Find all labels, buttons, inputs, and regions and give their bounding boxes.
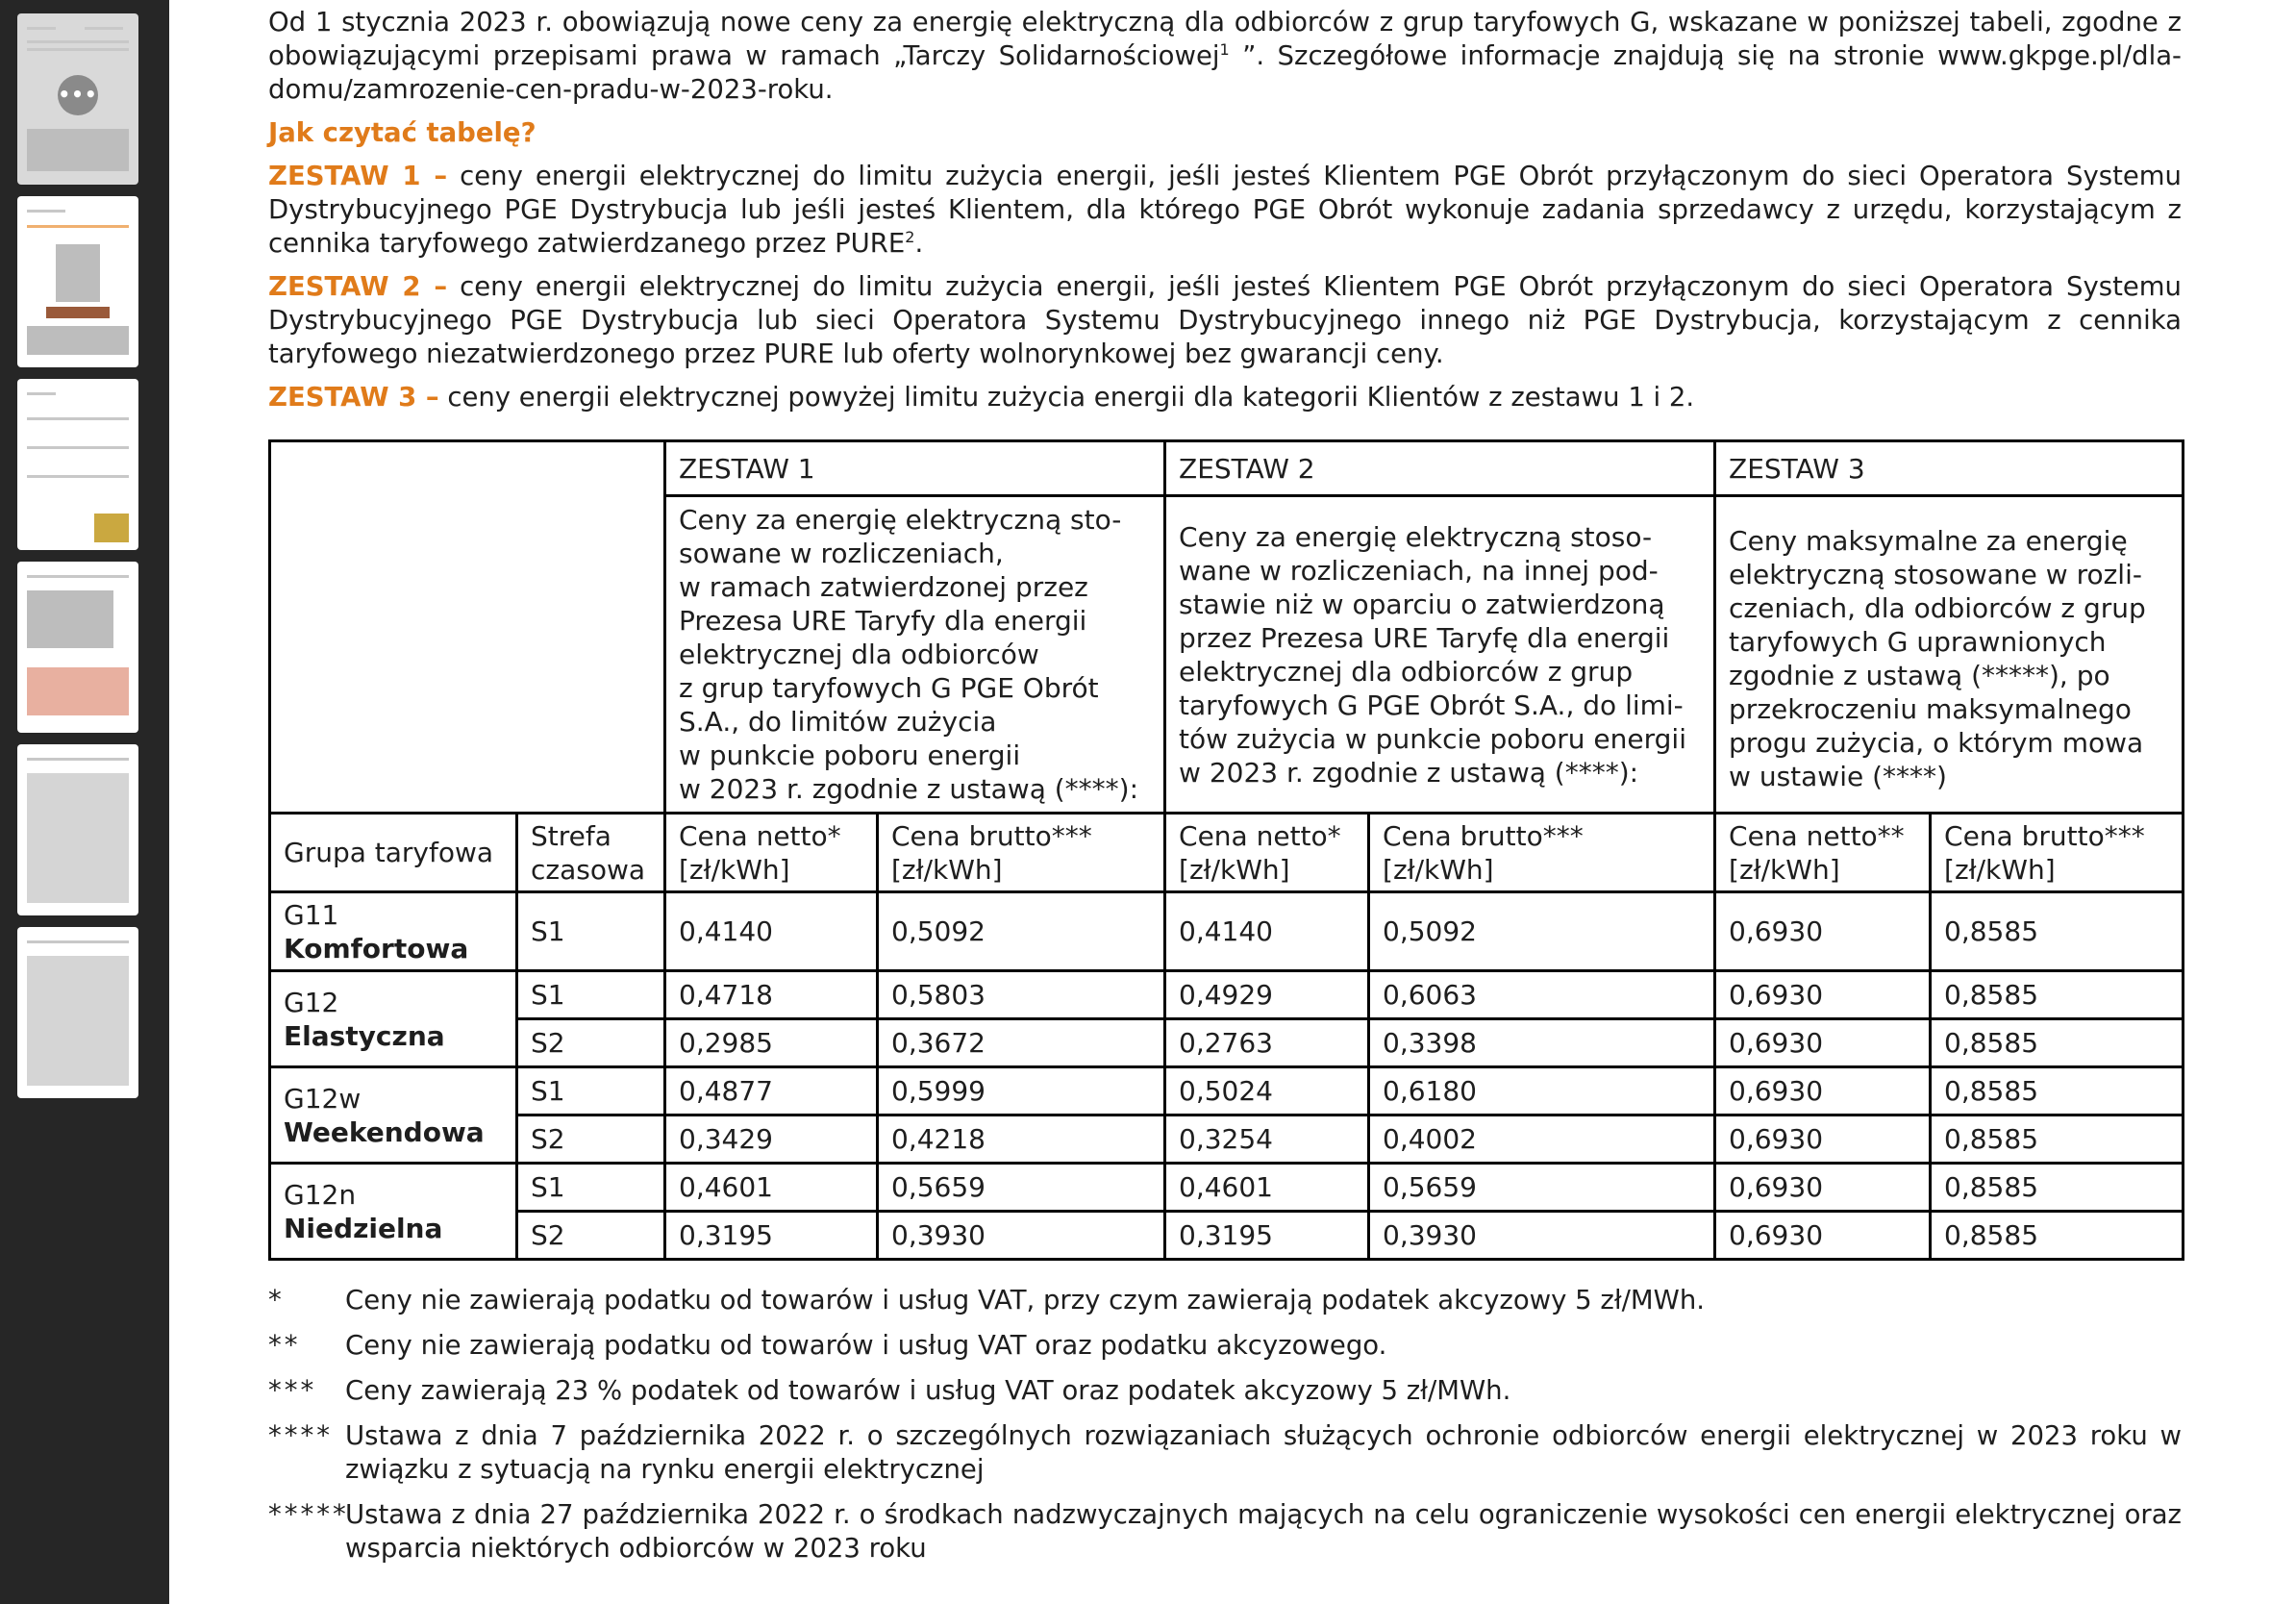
zestaw-1-gross-header: Cena brutto*** [zł/kWh] <box>878 814 1165 892</box>
price-cell: 0,4601 <box>1165 1164 1369 1212</box>
table-row <box>270 1212 2184 1260</box>
price-cell: 0,6930 <box>1715 971 1931 1019</box>
page-thumbnail-1[interactable] <box>17 13 138 185</box>
intro-paragraph: Od 1 stycznia 2023 r. obowiązują nowe ceny za energię elektryczną dla odbiorców z grup taryfowych G, wskazane w poniższej tabeli, zgodne z obowiązującymi przepisami prawa w ramach „Tarczy Solidarnościowej$^1$ ”. Szczegółowe informacje znajdują się na stronie www.gkpge.pl/dla-domu/zamrozenie-cen-pradu-w-2023-roku. <box>268 7 2182 105</box>
zestaw-1-header: ZESTAW 1 <box>665 441 1165 496</box>
zestaw-2-description: Ceny za energię elektryczną stoso- wane w rozliczeniach, na innej pod- stawie niż w oparciu o zatwierdzoną przez Prezesa URE Taryfę dla energii elektrycznej dla odbiorców z grup taryfowych G PGE Obrót S.A., do limi- tów zużycia w punkcie poboru energii w 2023 r. zgodnie z ustawą (****): <box>1165 496 1715 814</box>
time-zone-cell: S2 <box>517 1212 665 1260</box>
page-thumbnail-3[interactable] <box>17 379 138 550</box>
document-page <box>169 0 2296 1604</box>
table-row <box>270 971 2184 1019</box>
table-row <box>270 1019 2184 1067</box>
page-thumbnail-2[interactable] <box>17 196 138 367</box>
price-cell: 0,4218 <box>878 1115 1165 1164</box>
table-row <box>270 1115 2184 1164</box>
time-zone-cell: S2 <box>517 1019 665 1067</box>
footnote: ***** Ustawa z dnia 27 października 2022 r. o środkach nadzwyczajnych mających na celu ograniczenie wysokości cen energii elektrycznej oraz wsparcia niektórych odbiorców w 2023 roku <box>268 1499 2182 1564</box>
price-cell: 0,4877 <box>665 1067 878 1115</box>
footnote: * Ceny nie zawierają podatku od towarów i usług VAT, przy czym zawierają podatek akcyzowy 5 zł/MWh. <box>268 1285 1706 1316</box>
thumbnail-sidebar <box>0 0 169 1604</box>
price-cell: 0,3429 <box>665 1115 878 1164</box>
price-cell: 0,6930 <box>1715 1115 1931 1164</box>
table-row <box>270 1067 2184 1115</box>
zestaw-3-gross-header: Cena brutto*** [zł/kWh] <box>1931 814 2184 892</box>
page-thumbnail-4[interactable] <box>17 562 138 733</box>
time-zone-cell: S1 <box>517 892 665 971</box>
price-cell: 0,3254 <box>1165 1115 1369 1164</box>
tariff-group-cell: G12n Niedzielna <box>270 1164 517 1260</box>
price-cell: 0,5024 <box>1165 1067 1369 1115</box>
price-cell: 0,8585 <box>1931 1164 2184 1212</box>
price-cell: 0,5803 <box>878 971 1165 1019</box>
page-content <box>268 0 2182 1577</box>
price-cell: 0,3195 <box>665 1212 878 1260</box>
price-cell: 0,6180 <box>1369 1067 1715 1115</box>
time-zone-cell: S1 <box>517 1067 665 1115</box>
price-cell: 0,2985 <box>665 1019 878 1067</box>
zestaw-2-header: ZESTAW 2 <box>1165 441 1715 496</box>
price-cell: 0,5659 <box>878 1164 1165 1212</box>
price-cell: 0,4002 <box>1369 1115 1715 1164</box>
price-cell: 0,8585 <box>1931 1212 2184 1260</box>
price-table <box>268 439 2184 1261</box>
column-header-row <box>270 814 2184 892</box>
tariff-group-header: Grupa taryfowa <box>270 814 517 892</box>
set-header-row <box>270 441 2184 496</box>
footnote: *** Ceny zawierają 23 % podatek od towarów i usług VAT oraz podatek akcyzowy 5 zł/MWh. <box>268 1375 1511 1406</box>
zestaw-3-header: ZESTAW 3 <box>1715 441 2184 496</box>
footnote: **** Ustawa z dnia 7 października 2022 r. o szczególnych rozwiązaniach służących ochronie odbiorców energii elektrycznej w 2023 roku w związku z sytuacją na rynku energii elektrycznej <box>268 1420 2182 1485</box>
price-cell: 0,5092 <box>878 892 1165 971</box>
price-cell: 0,6930 <box>1715 1164 1931 1212</box>
price-cell: 0,8585 <box>1931 971 2184 1019</box>
price-table-body <box>270 892 2184 1260</box>
price-cell: 0,8585 <box>1931 1067 2184 1115</box>
page-thumbnail-6[interactable] <box>17 927 138 1098</box>
zestaw-1-net-header: Cena netto* [zł/kWh] <box>665 814 878 892</box>
time-zone-header: Strefa czasowa <box>517 814 665 892</box>
price-cell: 0,6930 <box>1715 1212 1931 1260</box>
zestaw-2-net-header: Cena netto* [zł/kWh] <box>1165 814 1369 892</box>
tariff-group-cell: G11 Komfortowa <box>270 892 517 971</box>
zestaw-2-gross-header: Cena brutto*** [zł/kWh] <box>1369 814 1715 892</box>
price-cell: 0,3672 <box>878 1019 1165 1067</box>
zestaw-1-description: Ceny za energię elektryczną sto- sowane w rozliczeniach, w ramach zatwierdzonej przez Prezesa URE Taryfy dla energii elektrycznej dla odbiorców z grup taryfowych G PGE Obrót S.A., do limitów zużycia w punkcie poboru energii w 2023 r. zgodnie z ustawą (****): <box>665 496 1165 814</box>
price-cell: 0,3930 <box>878 1212 1165 1260</box>
price-cell: 0,4140 <box>665 892 878 971</box>
empty-corner-cell <box>270 441 665 814</box>
price-cell: 0,8585 <box>1931 1115 2184 1164</box>
time-zone-cell: S1 <box>517 971 665 1019</box>
price-cell: 0,8585 <box>1931 892 2184 971</box>
footnote: ** Ceny nie zawierają podatku od towarów i usług VAT oraz podatku akcyzowego. <box>268 1330 1387 1361</box>
tariff-group-cell: G12w Weekendowa <box>270 1067 517 1164</box>
table-row <box>270 892 2184 971</box>
price-cell: 0,6930 <box>1715 1067 1931 1115</box>
price-cell: 0,5092 <box>1369 892 1715 971</box>
zestaw-3-paragraph: ZESTAW 3 – ceny energii elektrycznej powyżej limitu zużycia energii dla kategorii Klientów z zestawu 1 i 2. <box>268 382 1695 413</box>
price-cell: 0,6930 <box>1715 1019 1931 1067</box>
price-cell: 0,3398 <box>1369 1019 1715 1067</box>
price-cell: 0,4929 <box>1165 971 1369 1019</box>
price-cell: 0,3930 <box>1369 1212 1715 1260</box>
price-cell: 0,5999 <box>878 1067 1165 1115</box>
zestaw-3-description: Ceny maksymalne za energię elektryczną stosowane w rozli- czeniach, dla odbiorców z grup taryfowych G uprawnionych zgodnie z ustawą (*****), po przekroczeniu maksymalnego progu zużycia, o którym mowa w ustawie (****) <box>1715 496 2184 814</box>
price-cell: 0,3195 <box>1165 1212 1369 1260</box>
price-cell: 0,6063 <box>1369 971 1715 1019</box>
time-zone-cell: S2 <box>517 1115 665 1164</box>
price-cell: 0,2763 <box>1165 1019 1369 1067</box>
how-to-read-heading: Jak czytać tabelę? <box>268 117 537 148</box>
footnotes <box>268 1284 2182 1566</box>
price-cell: 0,6930 <box>1715 892 1931 971</box>
price-cell: 0,5659 <box>1369 1164 1715 1212</box>
tariff-group-cell: G12 Elastyczna <box>270 971 517 1067</box>
price-cell: 0,4140 <box>1165 892 1369 971</box>
time-zone-cell: S1 <box>517 1164 665 1212</box>
price-cell: 0,4601 <box>665 1164 878 1212</box>
zestaw-3-net-header: Cena netto** [zł/kWh] <box>1715 814 1931 892</box>
more-options-button[interactable]: ••• <box>58 75 98 115</box>
page-thumbnail-5[interactable] <box>17 744 138 915</box>
zestaw-2-paragraph: ZESTAW 2 – ceny energii elektrycznej do limitu zużycia energii, jeśli jesteś Klientem PGE Obrót przyłączonym do sieci Operatora Systemu Dystrybucyjnego PGE Dystrybucja lub sieci Operatora Systemu Dystrybucyjnego innego niż PGE Dystrybucja, korzystającym z cennika taryfowego niezatwierdzonego przez PURE lub oferty wolnorynkowej bez gwarancji ceny. <box>268 271 2182 369</box>
price-cell: 0,4718 <box>665 971 878 1019</box>
zestaw-1-paragraph: ZESTAW 1 – ceny energii elektrycznej do limitu zużycia energii, jeśli jesteś Klientem PGE Obrót przyłączonym do sieci Operatora Systemu Dystrybucyjnego PGE Dystrybucja lub jeśli jesteś Klientem, dla którego PGE Obrót wykonuje zadania sprzedawcy z urzędu, korzystającym z cennika taryfowego zatwierdzanego przez PURE$^2$. <box>268 161 2182 259</box>
price-cell: 0,8585 <box>1931 1019 2184 1067</box>
table-row <box>270 1164 2184 1212</box>
